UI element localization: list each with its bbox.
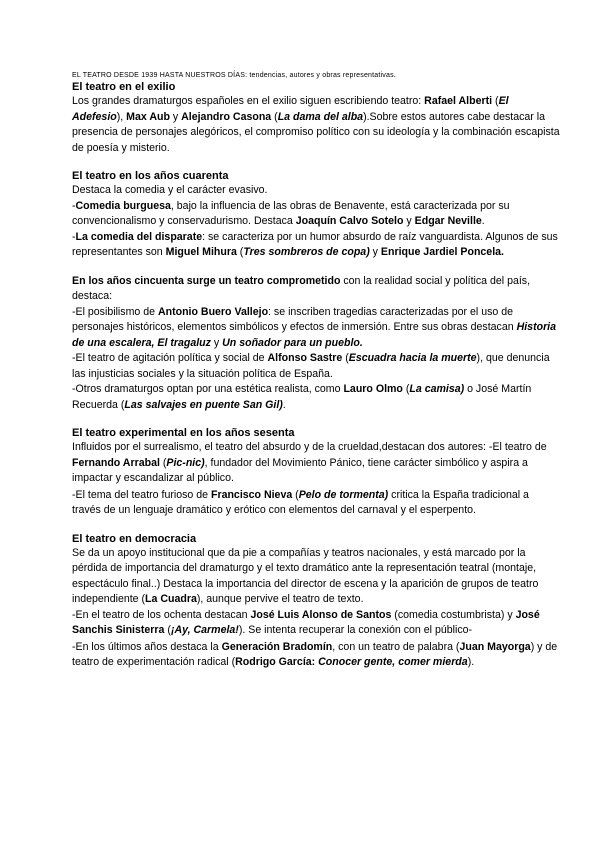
text: ( [292, 488, 299, 501]
author-name: Alfonso Sastre [267, 352, 343, 364]
text: . [481, 215, 485, 227]
text: ). Se intenta recuperar la conexión con el público- [238, 624, 473, 636]
text: ), [116, 110, 127, 123]
work-title: ¡Ay, Carmela! [170, 624, 239, 636]
work-title: Conocer gente, comer mierda [318, 656, 468, 668]
work-title: La camisa) [409, 383, 465, 395]
text: -En los últimos años destaca la [72, 640, 222, 653]
text: - [72, 199, 76, 212]
work-title: Un soñador para un pueblo. [222, 336, 363, 349]
author-name: Alejandro Casona [181, 110, 272, 123]
paragraph-comedia-disparate [72, 230, 560, 261]
text: -Otros dramaturgos optan por una estética realista, como [72, 383, 344, 395]
text: (comedia costumbrista) y [391, 608, 516, 621]
paragraph-realistas [72, 382, 560, 413]
author-name: Joaquín Calvo Sotelo [295, 215, 404, 227]
text: y [403, 215, 415, 227]
author-name: Enrique Jardiel Poncela. [380, 246, 504, 258]
section-cuarenta [72, 169, 560, 261]
title-caps: EL TEATRO DESDE 1939 HASTA NUESTROS DÍAS: [72, 72, 248, 79]
work-title: La dama del alba [277, 110, 364, 123]
author-name: Edgar Neville [414, 215, 482, 227]
text: Los grandes dramaturgos españoles en el exilio siguen escribiendo teatro: [72, 95, 425, 107]
paragraph-sastre [72, 351, 560, 382]
text: ( [159, 456, 167, 469]
text: ), aunque pervive el teatro de texto. [196, 593, 364, 605]
heading-sesenta: El teatro experimental en los años sesenta [72, 427, 295, 439]
work-title: Tres sombreros de copa) [243, 246, 370, 258]
paragraph-democracia-intro [72, 546, 560, 608]
paragraph-ochenta [72, 608, 560, 639]
text: ) y de teatro de experimentación radical ( [72, 640, 558, 668]
text: ( [236, 246, 244, 258]
section-exilio [72, 80, 560, 156]
paragraph-exilio [72, 94, 560, 156]
text: o José Martín Recuerda ( [72, 383, 532, 411]
text: ). [467, 656, 475, 668]
author-name: Rafael Alberti [424, 95, 493, 107]
text: ( [342, 352, 349, 364]
text: y [210, 336, 223, 349]
text: ( [402, 383, 410, 395]
paragraph-nieva [72, 488, 560, 519]
text: , con un teatro de palabra ( [332, 640, 460, 653]
term: Comedia burguesa [75, 199, 171, 212]
paragraph-arrabal [72, 440, 560, 487]
text: -En el teatro de los ochenta destacan [72, 608, 251, 621]
text: Se da un apoyo institucional que da pie a compañías y teatros nacionales, y está marcado por la pérdida de importancia del dramaturgo y el texto dramático ante la representación teatral (montaje, espectáculo final..) Destaca la importancia del director de escena y la aparición de grupos de teatro independiente ( [72, 546, 539, 605]
work-title: Historia de una escalera, El tragaluz [72, 321, 557, 349]
document-title [72, 71, 560, 80]
work-title: El Adefesio [72, 95, 509, 123]
group-name: Generación Bradomín [221, 640, 333, 653]
section-cincuenta [72, 274, 560, 414]
author-name: Lauro Olmo [343, 383, 403, 395]
text: ), que denuncia las injusticias sociales y la situación política de España. [72, 352, 550, 380]
text: , fundador del Movimiento Pánico, tiene carácter simbólico y aspira a impactar y escandalizar al público. [72, 456, 528, 484]
text: ( [271, 110, 278, 123]
heading-exilio: El teatro en el exilio [72, 81, 176, 93]
heading-democracia: El teatro en democracia [72, 532, 197, 545]
text: ).Sobre estos autores cabe destacar la presencia de personajes alegóricos, el compromiso político con su ideología y la combinación escapista de poesía y misterio. [72, 110, 560, 154]
work-title: Las salvajes en puente San Gil) [124, 398, 283, 411]
author-name: Antonio Buero Vallejo [157, 305, 269, 318]
text: : se inscriben tragedias caracterizadas por el uso de personajes históricos, elementos simbólicos y efectos de inmersión. Entre sus obras destacan [72, 305, 517, 333]
paragraph-ultimos-anos [72, 640, 560, 671]
text: Influidos por el surrealismo, el teatro del absurdo y de la crueldad,destacan dos autores: -El teatro de [72, 441, 547, 453]
author-name: José Luis Alonso de Santos [250, 608, 392, 621]
heading-cuarenta: El teatro en los años cuarenta [72, 170, 229, 182]
section-democracia [72, 532, 560, 671]
work-title: Pic-nic) [166, 456, 205, 469]
term: La comedia del disparate [75, 230, 203, 243]
text: -El tema del teatro furioso de [72, 488, 211, 501]
text: ( [492, 95, 499, 107]
text: : se caracteriza por un humor absurdo de raíz vanguardista. Algunos de sus representantes son [72, 230, 558, 258]
group-name: La Cuadra [145, 593, 197, 605]
author-name: Rodrigo García: [235, 656, 316, 668]
work-title: Escuadra hacia la muerte [348, 352, 477, 364]
author-name: José Sanchis Sinisterra [72, 608, 540, 636]
author-name: Miguel Mihura [165, 246, 237, 258]
text: - [72, 230, 76, 243]
section-sesenta [72, 426, 560, 519]
author-name: Max Aub [126, 110, 170, 123]
text: , bajo la influencia de las obras de Benavente, está caracterizada por su convencionalismo y conservadurismo. Destaca [72, 199, 510, 227]
text: -El teatro de agitación política y social de [72, 352, 268, 364]
text: -El posibilismo de [72, 305, 158, 318]
text: . [282, 398, 286, 411]
paragraph-cincuenta-intro [72, 274, 560, 305]
paragraph-buero-vallejo [72, 305, 560, 352]
text: y [169, 110, 182, 123]
text: ( [164, 624, 171, 636]
heading-cincuenta: En los años cincuenta surge un teatro comprometido [72, 274, 341, 287]
text: y [369, 246, 381, 258]
paragraph-cuarenta-intro: Destaca la comedia y el carácter evasivo. [72, 184, 268, 196]
title-rest: tendencias, autores y obras representativas. [247, 72, 396, 79]
paragraph-comedia-burguesa [72, 199, 560, 230]
author-name: Fernando Arrabal [72, 456, 160, 469]
author-name: Francisco Nieva [210, 488, 293, 501]
text: critica la España tradicional a través de un lenguaje dramático y erótico con elementos del carnaval y el esperpento. [72, 488, 529, 516]
author-name: Juan Mayorga [459, 640, 531, 653]
work-title: Pelo de tormenta) [298, 488, 389, 501]
text: con la realidad social y política del país, destaca: [72, 274, 531, 302]
